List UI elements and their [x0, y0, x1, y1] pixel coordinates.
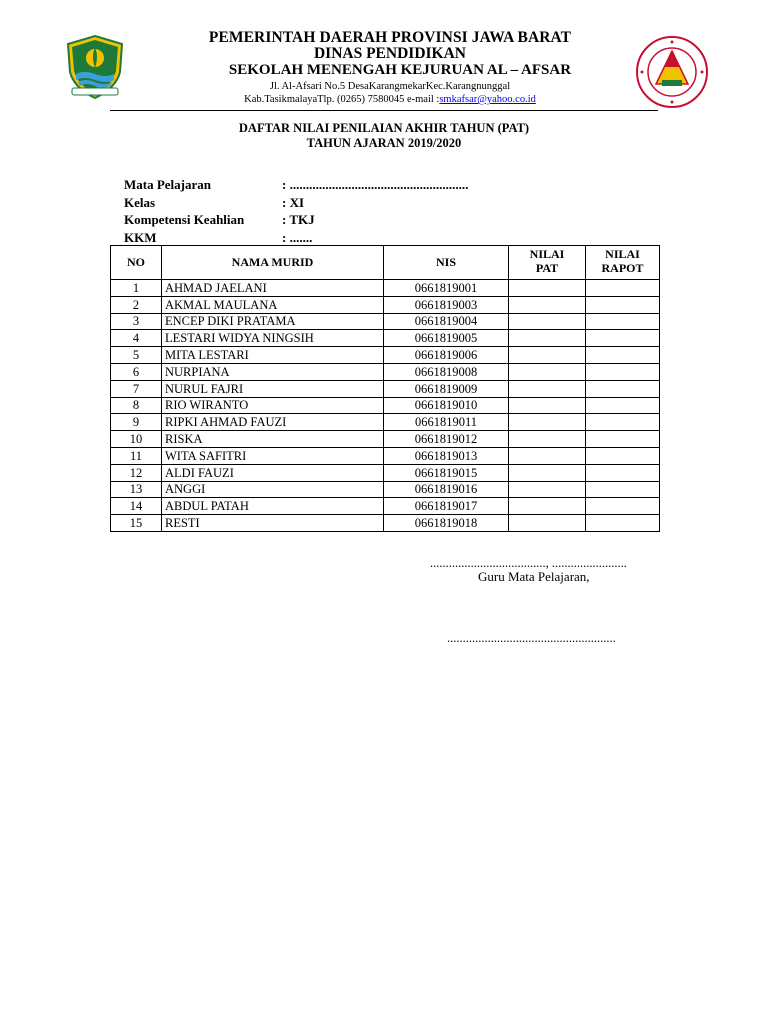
- cell-nilai-rapot[interactable]: [586, 380, 660, 397]
- grade-table: [110, 245, 660, 532]
- document-title: [110, 121, 658, 151]
- table-body: [111, 280, 660, 532]
- cell-name: AKMAL MAULANA: [162, 296, 384, 313]
- cell-nilai-pat[interactable]: [509, 414, 586, 431]
- cell-nilai-rapot[interactable]: [586, 498, 660, 515]
- cell-no: 7: [111, 380, 162, 397]
- cell-nis: 0661819016: [384, 481, 509, 498]
- cell-nilai-rapot[interactable]: [586, 296, 660, 313]
- government-title: PEMERINTAH DAERAH PROVINSI JAWA BARAT: [208, 29, 572, 46]
- cell-nilai-pat[interactable]: [509, 296, 586, 313]
- header-nilai-pat: [509, 246, 586, 280]
- school-name: SEKOLAH MENENGAH KEJURUAN AL – AFSAR: [228, 62, 572, 78]
- table-row: [111, 481, 660, 498]
- cell-nis: 0661819017: [384, 498, 509, 515]
- letterhead: [160, 30, 620, 106]
- cell-no: 13: [111, 481, 162, 498]
- cell-no: 6: [111, 363, 162, 380]
- table-row: [111, 330, 660, 347]
- table-row: [111, 347, 660, 364]
- cell-nilai-rapot[interactable]: [586, 363, 660, 380]
- table-row: [111, 515, 660, 532]
- cell-no: 15: [111, 515, 162, 532]
- cell-nilai-rapot[interactable]: [586, 481, 660, 498]
- email-link[interactable]: smkafsar@yahoo.co.id: [439, 94, 536, 105]
- west-java-emblem-icon: [64, 34, 126, 100]
- cell-nilai-rapot[interactable]: [586, 313, 660, 330]
- info-label: KKM: [124, 229, 157, 245]
- contact-text: Kab.TasikmalayaTlp. (0265) 7580045 e-mail :: [244, 94, 440, 105]
- cell-nilai-pat[interactable]: [509, 330, 586, 347]
- cell-name: RESTI: [162, 515, 384, 532]
- cell-name: NURUL FAJRI: [162, 380, 384, 397]
- cell-nis: 0661819011: [384, 414, 509, 431]
- cell-no: 12: [111, 464, 162, 481]
- cell-no: 10: [111, 431, 162, 448]
- table-row: [111, 498, 660, 515]
- table-header-row: [111, 246, 660, 280]
- cell-nilai-pat[interactable]: [509, 397, 586, 414]
- cell-nilai-rapot[interactable]: [586, 464, 660, 481]
- cell-nilai-rapot[interactable]: [586, 397, 660, 414]
- cell-nilai-pat[interactable]: [509, 447, 586, 464]
- school-address: Jl. Al-Afsari No.5 DesaKarangmekarKec.Karangnunggal: [269, 81, 511, 92]
- table-row: [111, 447, 660, 464]
- cell-no: 8: [111, 397, 162, 414]
- cell-no: 14: [111, 498, 162, 515]
- cell-nilai-pat[interactable]: [509, 515, 586, 532]
- cell-nis: 0661819005: [384, 330, 509, 347]
- letterhead-divider: [110, 110, 658, 111]
- cell-name: ABDUL PATAH: [162, 498, 384, 515]
- info-row: [124, 176, 468, 194]
- cell-nilai-rapot[interactable]: [586, 515, 660, 532]
- cell-nilai-rapot[interactable]: [586, 280, 660, 297]
- cell-no: 11: [111, 447, 162, 464]
- cell-name: LESTARI WIDYA NINGSIH: [162, 330, 384, 347]
- cell-nilai-rapot[interactable]: [586, 431, 660, 448]
- cell-nis: 0661819013: [384, 447, 509, 464]
- cell-nilai-rapot[interactable]: [586, 414, 660, 431]
- cell-name: WITA SAFITRI: [162, 447, 384, 464]
- cell-no: 9: [111, 414, 162, 431]
- cell-name: MITA LESTARI: [162, 347, 384, 364]
- cell-nilai-rapot[interactable]: [586, 447, 660, 464]
- table-row: [111, 363, 660, 380]
- cell-nis: 0661819015: [384, 464, 509, 481]
- table-row: [111, 380, 660, 397]
- cell-nilai-pat[interactable]: [509, 380, 586, 397]
- info-value: : .......: [282, 229, 313, 245]
- cell-name: NURPIANA: [162, 363, 384, 380]
- cell-name: ENCEP DIKI PRATAMA: [162, 313, 384, 330]
- table-row: [111, 414, 660, 431]
- cell-nis: 0661819018: [384, 515, 509, 532]
- cell-nis: 0661819008: [384, 363, 509, 380]
- document-title-line1: DAFTAR NILAI PENILAIAN AKHIR TAHUN (PAT): [238, 121, 530, 135]
- cell-nilai-pat[interactable]: [509, 431, 586, 448]
- cell-nis: 0661819012: [384, 431, 509, 448]
- header-nilai-rapot-line2: RAPOT: [601, 261, 644, 275]
- school-contact: [160, 93, 620, 106]
- info-label: Kelas: [124, 194, 156, 210]
- header-nilai-pat-line2: PAT: [535, 261, 559, 275]
- school-emblem-icon: [636, 36, 708, 108]
- signature-role: Guru Mata Pelajaran,: [478, 569, 590, 584]
- cell-nilai-pat[interactable]: [509, 481, 586, 498]
- subject-info: [124, 176, 468, 246]
- header-no: NO: [111, 246, 162, 280]
- signature-place-date: ....................................., ........................: [430, 556, 627, 570]
- cell-nis: 0661819006: [384, 347, 509, 364]
- info-row: [124, 194, 468, 212]
- cell-nilai-pat[interactable]: [509, 347, 586, 364]
- table-row: [111, 296, 660, 313]
- cell-nis: 0661819009: [384, 380, 509, 397]
- signature-name-line: ......................................................: [447, 631, 616, 645]
- cell-no: 3: [111, 313, 162, 330]
- cell-no: 4: [111, 330, 162, 347]
- cell-name: ANGGI: [162, 481, 384, 498]
- cell-no: 5: [111, 347, 162, 364]
- cell-nis: 0661819003: [384, 296, 509, 313]
- cell-nis: 0661819001: [384, 280, 509, 297]
- header-name: NAMA MURID: [162, 246, 384, 280]
- header-nilai-rapot-line1: NILAI: [605, 247, 640, 261]
- cell-nilai-pat[interactable]: [509, 313, 586, 330]
- info-label: Mata Pelajaran: [124, 177, 212, 192]
- cell-name: RIPKI AHMAD FAUZI: [162, 414, 384, 431]
- info-value: : XI: [282, 194, 305, 210]
- cell-nis: 0661819010: [384, 397, 509, 414]
- document-title-line2: TAHUN AJARAN 2019/2020: [306, 136, 462, 150]
- cell-name: AHMAD JAELANI: [162, 280, 384, 297]
- header-nis: NIS: [384, 246, 509, 280]
- info-value: : TKJ: [282, 212, 315, 227]
- table-row: [111, 313, 660, 330]
- info-row: [124, 211, 468, 229]
- cell-name: RIO WIRANTO: [162, 397, 384, 414]
- table-row: [111, 280, 660, 297]
- cell-nilai-pat[interactable]: [509, 464, 586, 481]
- info-row: [124, 229, 468, 247]
- cell-no: 2: [111, 296, 162, 313]
- cell-nis: 0661819004: [384, 313, 509, 330]
- cell-nilai-pat[interactable]: [509, 280, 586, 297]
- cell-nilai-rapot[interactable]: [586, 330, 660, 347]
- cell-name: RISKA: [162, 431, 384, 448]
- table-row: [111, 464, 660, 481]
- department-title: DINAS PENDIDIKAN: [313, 45, 466, 62]
- cell-nilai-rapot[interactable]: [586, 347, 660, 364]
- cell-no: 1: [111, 280, 162, 297]
- info-label: Kompetensi Keahlian: [124, 212, 245, 227]
- cell-nilai-pat[interactable]: [509, 363, 586, 380]
- cell-nilai-pat[interactable]: [509, 498, 586, 515]
- info-value: : .......................................................: [282, 177, 469, 192]
- header-nilai-pat-line1: NILAI: [529, 247, 565, 261]
- table-row: [111, 397, 660, 414]
- cell-name: ALDI FAUZI: [162, 464, 384, 481]
- header-nilai-rapot: [586, 246, 660, 280]
- table-row: [111, 431, 660, 448]
